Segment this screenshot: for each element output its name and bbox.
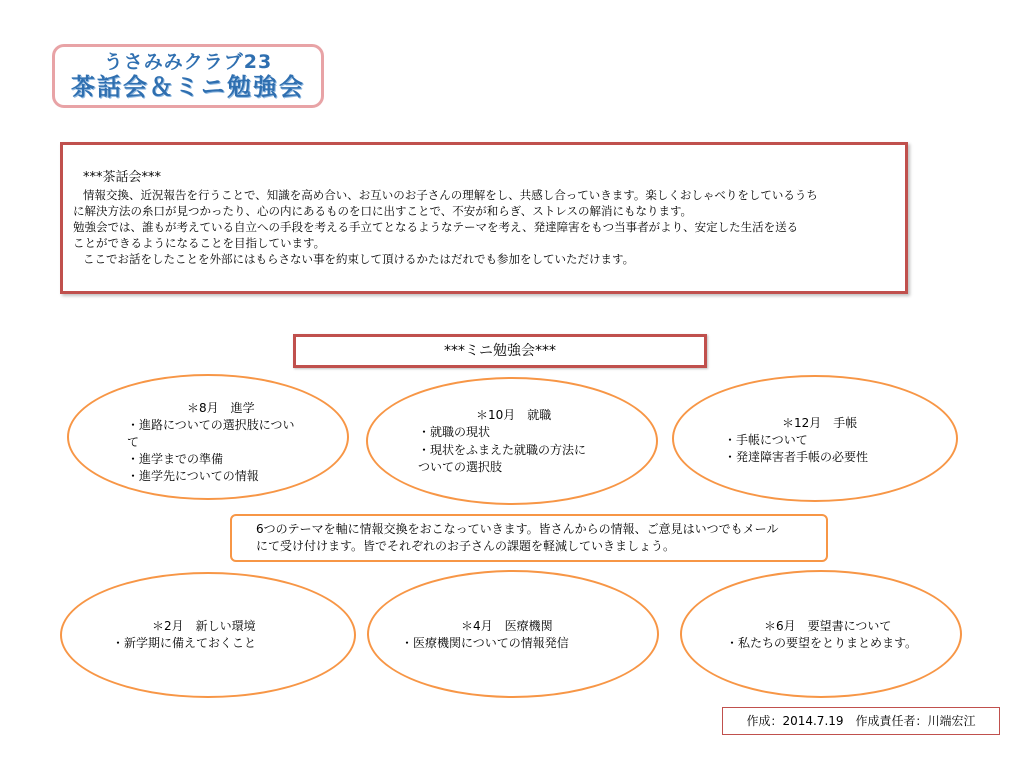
themes-note <box>230 514 828 562</box>
theme-item: ・新学期に備えておくこと <box>112 636 257 650</box>
tea-party-heading: ***茶話会*** <box>83 170 162 185</box>
theme-item: て <box>127 435 140 449</box>
theme-item: ・手帳について <box>724 433 808 447</box>
theme-title: ＊4月 医療機関 <box>461 619 553 633</box>
theme-item: ・現状をふまえた就職の方法に <box>418 443 587 457</box>
theme-february <box>60 572 356 698</box>
theme-item: ・進路についての選択肢につい <box>127 418 295 432</box>
page-title: 茶話会＆ミニ勉強会 <box>71 73 305 101</box>
tea-party-line: 勉強会では、誰もが考えている自立への手段を考える手立てとなるようなテーマを考え、発達障害をもつ当事者がより、安定した生活を送る <box>73 220 799 234</box>
club-name: うさみみクラブ23 <box>103 51 273 73</box>
theme-item: ・進学までの準備 <box>127 452 224 466</box>
tea-party-line: 情報交換、近況報告を行うことで、知識を高め合い、お互いのお子さんの理解をし、共感し合っていきます。楽しくおしゃべりをしているうち <box>83 188 818 202</box>
theme-title: ＊12月 手帳 <box>782 416 858 430</box>
tea-party-description <box>60 142 908 294</box>
theme-item: ・私たちの要望をとりまとめます。 <box>726 636 918 650</box>
theme-title: ＊10月 就職 <box>476 408 552 422</box>
tea-party-line: ことができるようになることを目指しています。 <box>73 236 326 250</box>
theme-title: ＊8月 進学 <box>187 401 255 415</box>
theme-december <box>672 375 958 502</box>
note-line: 6つのテーマを軸に情報交換をおこなっていきます。皆さんからの情報、ご意見はいつでもメール <box>256 522 779 536</box>
theme-item: ・医療機関についての情報発信 <box>401 636 569 650</box>
theme-item: ついての選択肢 <box>418 460 503 474</box>
mini-study-heading: ***ミニ勉強会*** <box>293 334 707 368</box>
author-credit: 作成：2014.7.19 作成責任者：川端宏江 <box>722 707 1000 735</box>
title-badge <box>52 44 324 108</box>
theme-item: ・就職の現状 <box>418 425 491 439</box>
tea-party-line: に解決方法の糸口が見つかったり、心の内にあるものを口に出すことで、不安が和らぎ、ストレスの解消にもなります。 <box>73 204 693 218</box>
theme-august <box>67 374 349 500</box>
theme-item: ・発達障害者手帳の必要性 <box>724 450 869 464</box>
theme-title: ＊6月 要望書について <box>764 619 892 633</box>
theme-april <box>367 570 659 698</box>
theme-june <box>680 570 962 698</box>
theme-item: ・進学先についての情報 <box>127 469 259 483</box>
note-line: にて受け付けます。皆でそれぞれのお子さんの課題を軽減していきましょう。 <box>256 539 676 553</box>
tea-party-line: ここでお話をしたことを外部にはもらさない事を約束して頂けるかたはだれでも参加をしていただけます。 <box>83 252 635 266</box>
theme-october <box>366 377 658 505</box>
theme-title: ＊2月 新しい環境 <box>152 619 256 633</box>
